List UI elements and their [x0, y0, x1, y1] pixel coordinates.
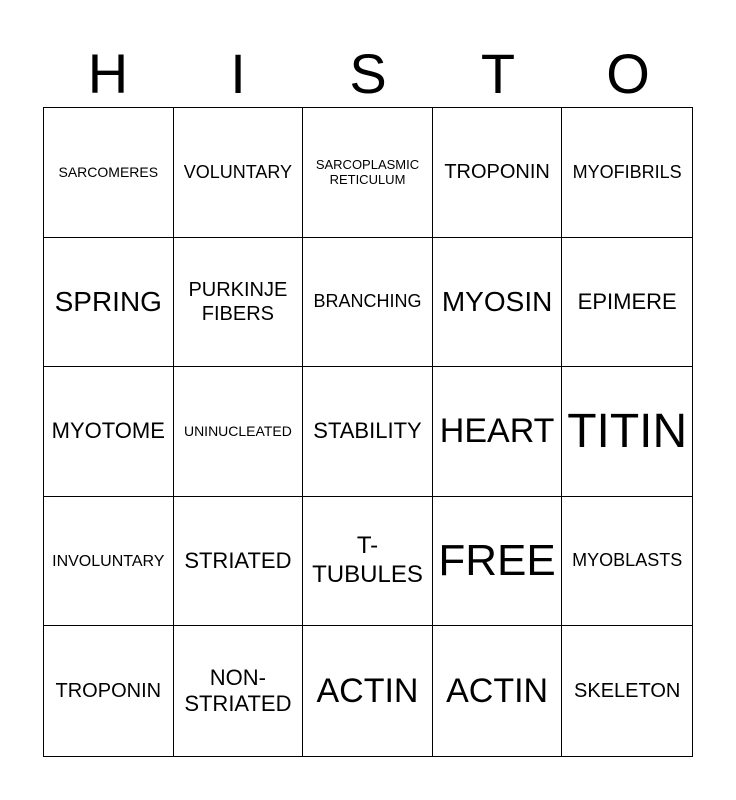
bingo-cell[interactable]: VOLUNTARY [174, 108, 304, 238]
header-letter-i: I [230, 42, 246, 105]
bingo-cell[interactable]: MYOFIBRILS [562, 108, 692, 238]
free-space-cell[interactable]: FREE [433, 497, 563, 627]
bingo-cell[interactable]: SARCOPLASMIC RETICULUM [303, 108, 433, 238]
bingo-cell[interactable]: UNINUCLEATED [174, 367, 304, 497]
bingo-cell[interactable]: SARCOMERES [44, 108, 174, 238]
bingo-cell[interactable]: PURKINJE FIBERS [174, 238, 304, 368]
bingo-cell[interactable]: T-TUBULES [303, 497, 433, 627]
bingo-cell[interactable]: INVOLUNTARY [44, 497, 174, 627]
bingo-cell[interactable]: STABILITY [303, 367, 433, 497]
bingo-cell[interactable]: HEART [433, 367, 563, 497]
bingo-cell[interactable]: TROPONIN [44, 626, 174, 756]
bingo-cell[interactable]: EPIMERE [562, 238, 692, 368]
bingo-cell[interactable]: BRANCHING [303, 238, 433, 368]
header-letter-t: T [480, 42, 516, 105]
bingo-cell[interactable]: TITIN [562, 367, 692, 497]
header-letter-s: S [349, 42, 387, 105]
bingo-cell[interactable]: MYOTOME [44, 367, 174, 497]
bingo-cell[interactable]: ACTIN [433, 626, 563, 756]
bingo-board [43, 107, 693, 757]
bingo-cell[interactable]: NON-STRIATED [174, 626, 304, 756]
bingo-cell[interactable]: STRIATED [174, 497, 304, 627]
header-letter-o: O [606, 42, 650, 105]
header-letter-h: H [87, 42, 129, 105]
bingo-cell[interactable]: MYOSIN [433, 238, 563, 368]
bingo-cell[interactable]: TROPONIN [433, 108, 563, 238]
bingo-header [43, 40, 693, 108]
bingo-cell[interactable]: SPRING [44, 238, 174, 368]
bingo-cell[interactable]: ACTIN [303, 626, 433, 756]
bingo-cell[interactable]: SKELETON [574, 680, 681, 703]
bingo-cell[interactable]: MYOBLASTS [562, 497, 692, 627]
